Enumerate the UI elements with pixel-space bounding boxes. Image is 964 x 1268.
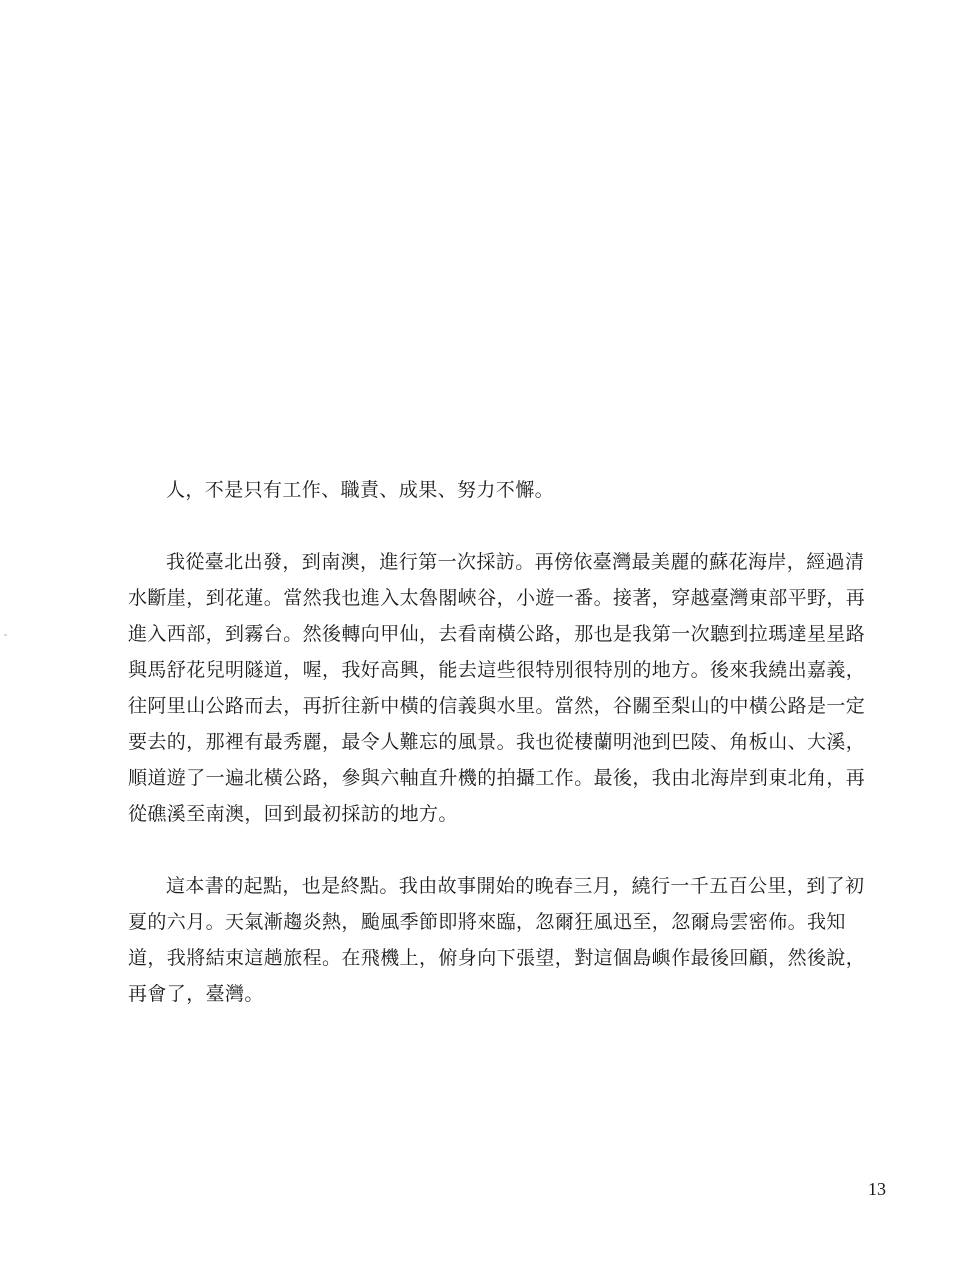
text-line: 要去的，那裡有最秀麗，最令人難忘的風景。我也從棲蘭明池到巴陵、角板山、大溪， xyxy=(128,731,866,753)
text-line: 再會了，臺灣。 xyxy=(128,983,264,1005)
text-line: 往阿里山公路而去，再折往新中橫的信義與水里。當然，谷關至梨山的中橫公路是一定 xyxy=(128,695,866,717)
paragraph-ending xyxy=(128,868,868,1012)
text-line: 順道遊了一遍北橫公路，參與六軸直升機的拍攝工作。最後，我由北海岸到東北角，再 xyxy=(128,767,866,789)
text-line: 道，我將結束這趟旅程。在飛機上，俯身向下張望，對這個島嶼作最後回顧，然後說， xyxy=(128,947,866,969)
text-line: 這本書的起點，也是終點。我由故事開始的晚春三月，繞行一千五百公里，到了初 xyxy=(166,875,865,897)
text-line: 進入西部，到霧台。然後轉向甲仙，去看南橫公路，那也是我第一次聽到拉瑪達星星路 xyxy=(128,623,866,645)
paragraph-spacer xyxy=(128,508,868,544)
text-line: 人，不是只有工作、職責、成果、努力不懈。 xyxy=(166,479,555,501)
text-line: 從礁溪至南澳，回到最初採訪的地方。 xyxy=(128,803,458,825)
page-number: 13 xyxy=(868,1179,886,1199)
paragraph-journey xyxy=(128,544,868,832)
text-line: 與馬舒花兒明隧道，喔，我好高興，能去這些很特別很特別的地方。後來我繞出嘉義， xyxy=(128,659,866,681)
text-line: 我從臺北出發，到南澳，進行第一次採訪。再傍依臺灣最美麗的蘇花海岸，經過清 xyxy=(166,551,865,573)
paragraph-intro xyxy=(128,472,868,508)
text-line: 夏的六月。天氣漸趨炎熱，颱風季節即將來臨，忽爾狂風迅至，忽爾烏雲密佈。我知 xyxy=(128,911,846,933)
text-line: 水斷崖，到花蓮。當然我也進入太魯閣峽谷，小遊一番。接著，穿越臺灣東部平野，再 xyxy=(128,587,866,609)
paragraph-spacer xyxy=(128,832,868,868)
scan-edge-mark xyxy=(4,634,7,636)
body-text xyxy=(128,472,868,1012)
